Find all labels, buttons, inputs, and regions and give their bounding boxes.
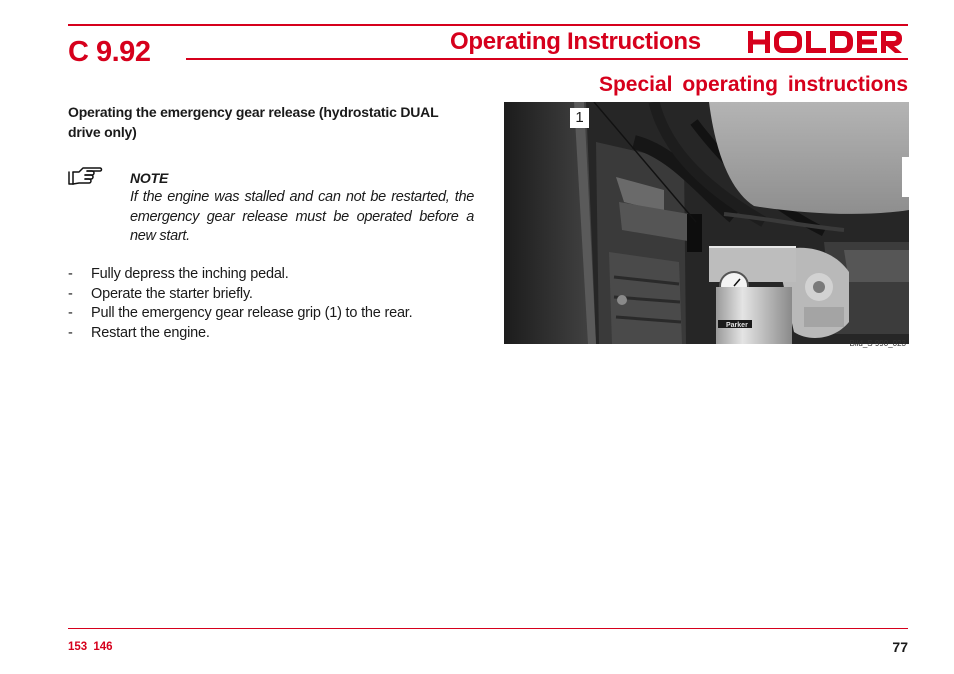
document-code: C 9.92 — [68, 36, 151, 68]
procedure-heading: Operating the emergency gear release (hydrostatic DUAL drive only) — [68, 104, 439, 140]
step-text: Fully depress the inching pedal. — [91, 266, 289, 282]
figure-callout-label: 1 — [570, 108, 589, 128]
step-text: Pull the emergency gear release grip (1) to the rear. — [91, 305, 413, 321]
step-text: Restart the engine. — [91, 324, 210, 341]
header-top-rule — [68, 24, 908, 26]
figure-caption: Bild_S 990_023 — [849, 339, 906, 348]
list-item: - Restart the engine. — [68, 324, 210, 341]
page-number: 77 — [892, 639, 908, 655]
header-rule — [186, 58, 908, 60]
list-item: - Operate the starter briefly. — [68, 285, 253, 302]
document-number: 153 146 — [68, 641, 113, 653]
holder-logo — [748, 31, 902, 53]
list-item: - Pull the emergency gear release grip (1) to the rear. — [68, 305, 413, 321]
note-label: NOTE — [130, 170, 169, 186]
footer-rule — [68, 628, 908, 629]
step-text: Operate the starter briefly. — [91, 285, 253, 302]
pointing-hand-icon — [67, 165, 103, 187]
emergency-release-photo — [504, 102, 909, 344]
header-title: Operating Instructions — [450, 28, 701, 55]
note-text: If the engine was stalled and can not be restarted, the emergency gear release must be operated before a new start. — [130, 189, 474, 244]
instruction-steps — [68, 265, 412, 343]
list-item: - Fully depress the inching pedal. — [68, 266, 289, 282]
section-title: Special operating instructions — [598, 73, 908, 96]
filter-brand-text: Parker — [726, 322, 748, 329]
